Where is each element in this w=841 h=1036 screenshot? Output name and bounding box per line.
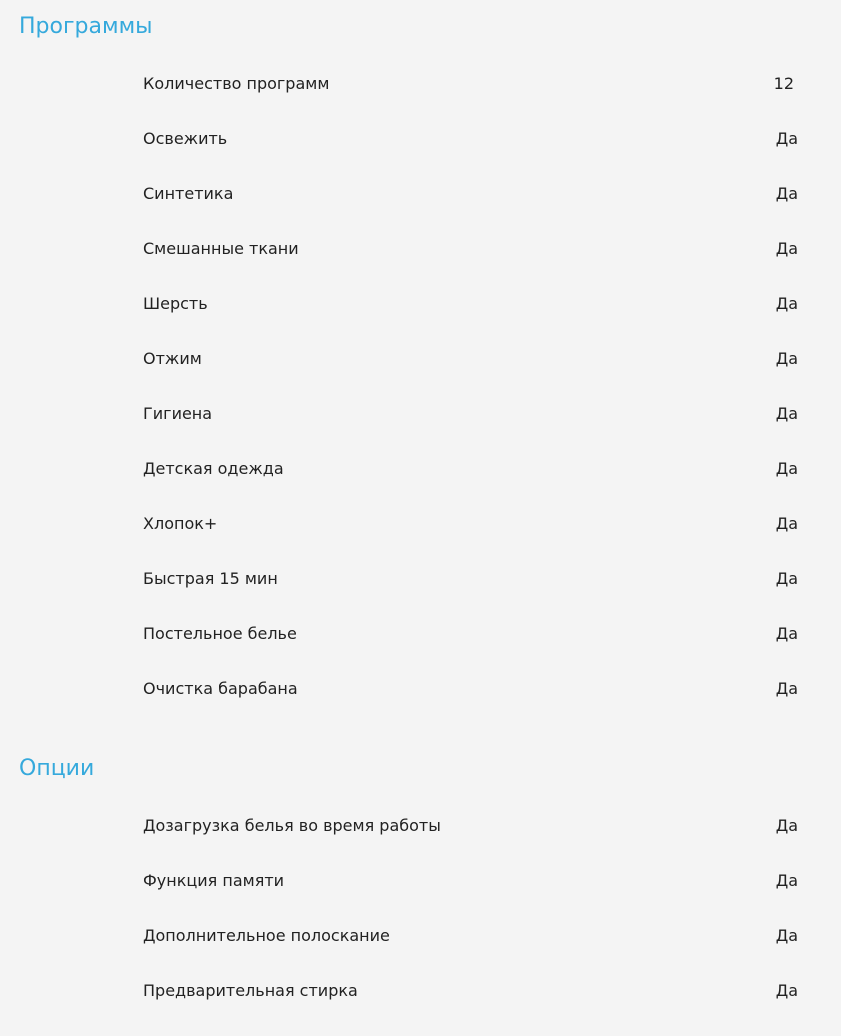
spec-value: Да (775, 679, 798, 698)
spec-row (0, 926, 841, 981)
spec-row (0, 981, 841, 1036)
spec-label: Дозагрузка белья во время работы (143, 816, 441, 835)
spec-row (0, 624, 841, 679)
spec-row (0, 404, 841, 459)
spec-label: Количество программ (143, 74, 330, 93)
spec-value: Да (775, 514, 798, 533)
section-title-options: Опции (19, 756, 95, 781)
spec-list-programs (0, 74, 841, 734)
spec-row (0, 871, 841, 926)
spec-value: Да (775, 871, 798, 890)
spec-row (0, 816, 841, 871)
spec-value: Да (775, 459, 798, 478)
spec-label: Предварительная стирка (143, 981, 358, 1000)
spec-row (0, 184, 841, 239)
spec-row (0, 239, 841, 294)
spec-value: Да (775, 294, 798, 313)
spec-row (0, 349, 841, 404)
spec-row (0, 514, 841, 569)
spec-value: Да (775, 404, 798, 423)
spec-label: Хлопок+ (143, 514, 218, 533)
spec-value: Да (775, 624, 798, 643)
spec-label: Быстрая 15 мин (143, 569, 278, 588)
spec-label: Отжим (143, 349, 202, 368)
spec-row (0, 679, 841, 734)
spec-value: Да (775, 926, 798, 945)
spec-row (0, 294, 841, 349)
spec-row (0, 569, 841, 624)
spec-row (0, 74, 841, 129)
spec-label: Постельное белье (143, 624, 297, 643)
spec-value: Да (775, 816, 798, 835)
spec-label: Синтетика (143, 184, 234, 203)
spec-label: Освежить (143, 129, 228, 148)
spec-label: Смешанные ткани (143, 239, 299, 258)
spec-list-options (0, 816, 841, 1036)
spec-value: Да (775, 184, 798, 203)
spec-label: Дополнительное полоскание (143, 926, 390, 945)
spec-label: Очистка барабана (143, 679, 298, 698)
section-title-programs: Программы (19, 14, 153, 39)
spec-value: Да (775, 569, 798, 588)
spec-row (0, 129, 841, 184)
spec-label: Детская одежда (143, 459, 284, 478)
spec-value: 12 (773, 74, 794, 93)
spec-value: Да (775, 349, 798, 368)
spec-label: Функция памяти (143, 871, 285, 890)
spec-value: Да (775, 981, 798, 1000)
spec-row (0, 459, 841, 514)
spec-value: Да (775, 129, 798, 148)
spec-label: Шерсть (143, 294, 208, 313)
spec-value: Да (775, 239, 798, 258)
spec-label: Гигиена (143, 404, 213, 423)
